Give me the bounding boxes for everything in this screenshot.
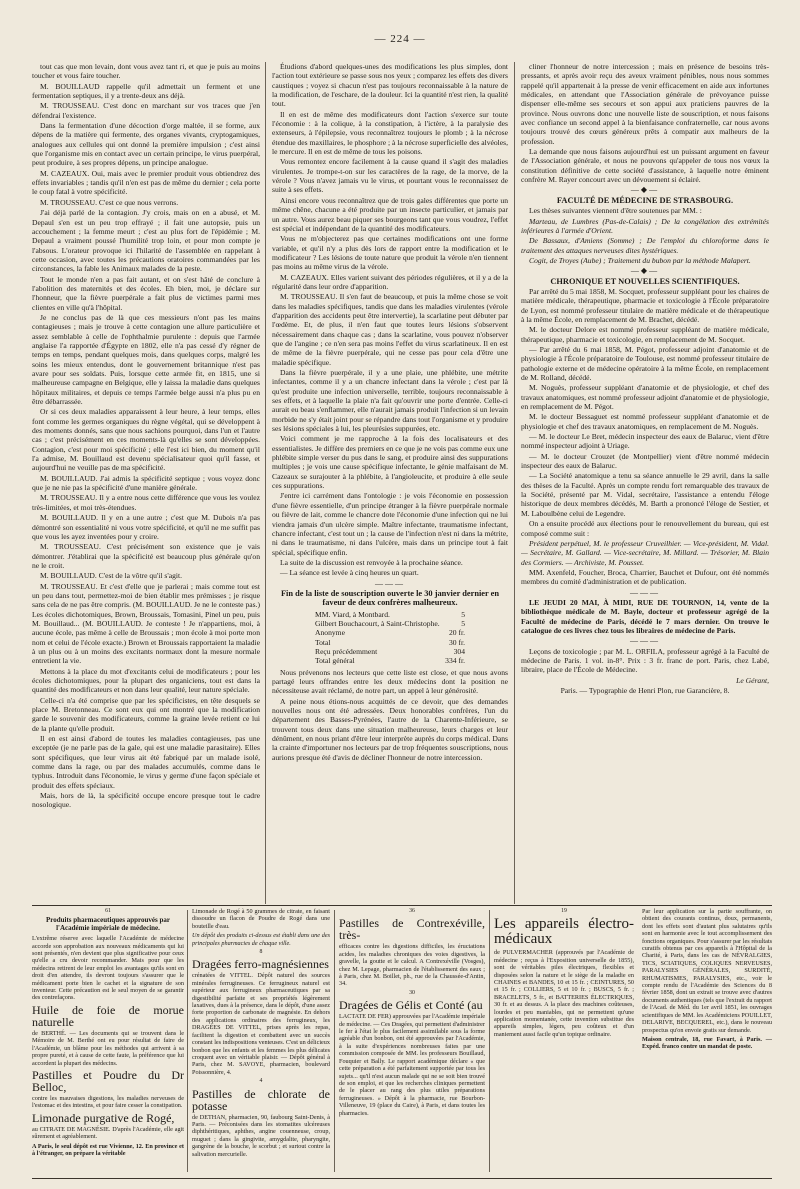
separator-ornament: —◆— bbox=[630, 185, 660, 195]
col1-para: Tout le monde n'en a pas fait autant, et on s'est hâté de conclure à l'abolition des maternités et des écoles. Eh bien, moi, je déclare sur l'honneur, que la fièvre puerpérale a fait plus de victimes parmi mes clientes en ville qu'à l'hôpital. bbox=[32, 274, 260, 312]
subscription-value: 304 bbox=[453, 646, 465, 656]
col1-para: J'ai déjà parlé de la contagion. J'y crois, mais on en a abusé, et M. Depaul s'en est un peu trop effrayé ; il fait une autopsie, puis un accouchement ; la femme meurt ; c'est au plus fort de l'épidémie ; M. Depaul a vraiment poussé l'humilité trop loin, et pour mon compte je l'absous. L'orateur provoque ici l'hilarité de l'assemblée en rappelant à cette occasion, avec toutes les précautions oratoires commandées par les circonstances, la fable les Animaux malades de la peste. bbox=[32, 208, 260, 274]
ad-number: 8 bbox=[259, 949, 263, 956]
col2-para: Voici comment je me rapproche à la fois des localisateurs et des essentialistes. Je diffère des premiers en ce que je ne vois pas comme eux une phlébite simple verser du pus dans le sang, et produire ainsi des suppurations multiples ; je vois une cause spécifique infectante, le génie malfaisant de M. Cazeaux se surajouter à la phlébite, à l'angioleucite, et produire à elle seule ces suppurations. bbox=[272, 434, 508, 491]
col3-para: Cogit, de Troyes (Aube) ; Traitement du bubon par la méthode Malapert. bbox=[529, 255, 751, 265]
ad-text: contre les mauvaises digestions, les maladies nerveuses de l'estomac et des intestins, et pour faire cesser la constipation. bbox=[32, 1094, 184, 1110]
col3-para: — La Société anatomique a tenu sa séance annuelle le 29 avril, dans la salle des thèses de la Faculté. Après un compte rendu fort remarquable des travaux de la Société, présenté par M. Vidal, secrétaire, l'assistance a entendu l'éloge historique de deux membres décédés, M. Barth a prononcé l'éloge de Sestier, et M. Laboulbène celui de Legendre. bbox=[521, 471, 769, 518]
col1-para: M. TROUSSEAU. Il y a entre nous cette différence que vous les voulez très-limitées, et moi très-étendues. bbox=[32, 493, 260, 512]
col1-para: M. TROUSSEAU. C'est donc en marchant sur vos traces que j'en défendrai l'existence. bbox=[32, 101, 260, 120]
ad-column-2 bbox=[192, 908, 330, 1176]
ad-rule bbox=[187, 910, 188, 1172]
col1-para: M. TROUSSEAU. C'est précisément son existence que je vais démontrer. J'établirai que la spécificité est beaucoup plus générale qu'on ne le croit. bbox=[32, 542, 260, 570]
separator-ornament: ——— bbox=[630, 636, 660, 646]
col3-para: — M. le docteur Crouzet (de Montpellier) vient d'être nommé médecin inspecteur des eaux de Balaruc. bbox=[521, 451, 769, 471]
ad-title: Les appareils électro-médicaux bbox=[494, 916, 634, 948]
ad-heading: Produits pharmaceutiques approuvés par l'Académie impériale de médecine. bbox=[45, 916, 170, 932]
subscription-label: Gilbert Bouchacourt, à Saint-Christophe. bbox=[315, 618, 440, 628]
subscription-row bbox=[315, 619, 465, 628]
ad-title: Limonade purgative de Rogé, bbox=[32, 1110, 175, 1125]
col3-para: La demande que nous faisons aujourd'hui est un puissant argument en faveur de l'Association générale, et nous ne pouvons qu'appeler de tous nos vœux la constitution définitive de cette société d'assistance, à laquelle notre éminent confrère M. Rayer concourt avec un dévouement si éclairé. bbox=[521, 147, 769, 185]
col1-para: M. TROUSSEAU. Et c'est d'elle que je parlerai ; mais comme tout est un peu dans tout, permettez-moi de bien établir mes prémisses ; je risque sans cela de ne pas être compris. (M. BOUILLAUD. Je ne le conteste pas.) Les écoles dichotomiques, Brown, Broussais, Tomasini, Pinel un peu, puis M. Bouillaud... (M. BOUILLAUD. Je conteste ! Je n'appartiens, moi, à aucune école, pas même à celle de Broussais ; mon école à moi porte mon nom et celui de l'école exacte.) Brown et Broussais rapportaient la maladie à un plus ou à un moins des excitants normaux dont la mesure normale entretient la vie. bbox=[32, 581, 260, 666]
ad-column-4 bbox=[494, 908, 634, 1176]
col2-para: Il en est de même des modificateurs dont l'action s'exerce sur toute l'économie : à la colique, à la constipation, à l'ictère, à la paralysie des extenseurs, à l'épilepsie, vous reconnaîtrez toujours le plomb ; à la nécrose étendue des maxillaires, le phosphore ; à la nécrose superficielle des alvéoles, le mercure. Il en est de même de tous les poisons. bbox=[272, 109, 508, 157]
subscription-value: 30 fr. bbox=[448, 637, 465, 647]
col3-para: M. le docteur Bessaguet est nommé professeur suppléant d'anatomie et de physiologie et chef des travaux anatomiques, en remplacement de M. Noguès. bbox=[521, 412, 769, 431]
subscription-value: 5 bbox=[461, 609, 465, 619]
col1-para: Mettons à la place du mot d'excitants celui de modificateurs ; pour les écoles dichotomiques, pour la plupart des organiciens, tout est dans la quantité des modificateurs et non dans leur qualité, leur nature spéciale. bbox=[32, 666, 260, 695]
ad-number: 61 bbox=[105, 908, 111, 914]
ad-number: 19 bbox=[561, 908, 567, 914]
col3-para: cliner l'honneur de notre intercession ; mais en présence de besoins très-pressants, et après avoir reçu des aveux vraiment pénibles, nous nous sommes rappelé qu'il appartenait à la presse de venir efficacement en aide aux infortunes médicales, en attendant que l'Association générale de prévoyance puisse dispenser elle-même ses secours et son appui aux praticiens pauvres de la province. Nous ouvrons donc une nouvelle liste de souscription, et nous faisons avec confiance un second appel à la bienfaisance confraternelle, car nous avons toujours trouvé des cœurs généreux prêts à compatir aux malheurs de la profession. bbox=[521, 62, 769, 146]
ad-title: Dragées de Gélis et Conté (au bbox=[339, 998, 483, 1013]
subscription-row bbox=[315, 647, 465, 656]
col1-para: Il en est ainsi d'abord de toutes les maladies contagieuses, pas une exceptée (je ne parle pas de la gale, qui est une maladie parasitaire). Elles sont spécifiques, que leur virus ait été fabriqué par un malade isolé, comme dans la rage, ou par des malades accumulés, comme dans le typhus. Introduit dans l'économie, le virus y germe d'une façon spéciale et produit des effets spéciaux. bbox=[32, 734, 260, 790]
col3-para: MM. Axenfeld, Foucher, Broca, Charrier, Bauchet et Dufour, ont été nommés membres du comité d'administration et de publication. bbox=[521, 567, 769, 587]
subscription-value: 20 fr. bbox=[448, 628, 465, 638]
col1-para: Mais, hors de là, la spécificité occupe encore presque tout le cadre nosologique. bbox=[32, 791, 260, 810]
subscription-value: 5 bbox=[461, 618, 465, 628]
gerant-signature: Le Gérant, bbox=[736, 675, 769, 685]
column-rule bbox=[514, 62, 515, 904]
col3-para: Les thèses suivantes viennent d'être soutenues par MM. : bbox=[529, 206, 702, 216]
col3-para: Par arrêté du 5 mai 1858, M. Socquet, professeur suppléant pour les chaires de matière médicale, thérapeutique, pharmacie et toxicologie à l'École préparatoire de Lyon, est nommé professeur titulaire de matière médicale et de thérapeutique à la même École, en remplacement de M. Brachet, décédé. bbox=[521, 286, 769, 324]
chronicle-heading: CHRONIQUE ET NOUVELLES SCIENTIFIQUES. bbox=[550, 276, 740, 286]
col2-para: La suite de la discussion est renvoyée à la prochaine séance. bbox=[280, 557, 463, 567]
ad-column-5 bbox=[642, 908, 772, 1176]
separator-ornament: ——— bbox=[375, 578, 405, 588]
col2-para: A peine nous étions-nous acquittés de ce devoir, que des demandes nouvelles nous ont été adressées. Deux honorables confrères, l'un du département des Basses-Pyrénées, l'autre de la Charente-Inférieure, se trouvent tous deux dans une situation malheureuse, leurs charges et leur dénûment, en nous priant d'être leur interprète auprès du corps médical. Dans la crainte d'importuner nos lecteurs par de trop fréquentes souscriptions, nous aurions presque été d'avis de décliner l'honneur de notre intercession. bbox=[272, 696, 508, 762]
col3-para: Président perpétuel, M. le professeur Cruveilhier. — Vice-président, M. Vidal. — Secrétaire, M. Gallard. — Vice-secrétaire, M. Millard. — Trésorier, M. Blain des Cormiers. — Archiviste, M. Pousset. bbox=[521, 538, 769, 567]
col1-para: M. CAZEAUX. Oui, mais avec le premier produit vous obtiendrez des effets invariables ; tandis qu'il n'en est pas de même du dernier ; cela porte le coup fatal à votre spécificité. bbox=[32, 168, 260, 197]
ad-number: 4 bbox=[259, 1078, 263, 1085]
subscription-value: 334 fr. bbox=[445, 656, 465, 666]
separator-ornament: ——— bbox=[630, 587, 660, 597]
ad-text: de DETHAN, pharmacien, 90, faubourg Saint-Denis, à Paris. — Préconisées dans les stomatites ulcéreuses diphthéritiques, aphthes, angine couenneuse, croup, muguet ; dans la gingivite, amygdalite, pharyngite, gangrène de la bouche, le scorbut ; et surtout contre la salivation mercurielle. bbox=[192, 1113, 330, 1158]
ad-text: Maison centrale, 18, rue Favart, à Paris. — Expéd. franco contre un mandat de poste. bbox=[642, 1035, 772, 1051]
ad-text: A Paris, le seul dépôt est rue Vivienne, 12. En province et à l'étranger, on prépare la véritable bbox=[32, 1142, 184, 1157]
column-1 bbox=[32, 62, 260, 904]
col1-para: M. BOUILLAUD rappelle qu'il admettait un ferment et une fermentation septiques, il y a trente-deux ans déjà. bbox=[32, 81, 260, 101]
subscription-label: Reçu précédemment bbox=[315, 646, 378, 656]
ad-title: Pastilles et Poudre du Dr Belloc, bbox=[32, 1067, 184, 1094]
subscription-row bbox=[315, 638, 465, 647]
ad-number: 30 bbox=[409, 989, 415, 996]
col2-para: Vous remontez encore facilement à la cause quand il s'agit des maladies virulentes. Je trompe-t-on sur les caractères de la rage, de la morve, de la vérole ? Vous n'avez jamais vu le virus, et pourtant vous le reconnaissez de suite à ses effets. bbox=[272, 157, 508, 195]
col2-para: Ainsi encore vous reconnaîtrez que de trois gales différentes que porte un même chêne, chacune a été produite par un insecte particulier, et jamais par un autre. Vous aurez beau piquer ses bourgeons tant que vous voudrez, l'effet est spécial et indépendant de la quantité des modificateurs. bbox=[272, 195, 508, 233]
col2-para: Dans la fièvre puerpérale, il y a une plaie, une phlébite, une métrite infectantes, comme il y a un chancre infectant dans la vérole ; c'est par là qu'est produite une infection universelle, terrible, toujours reconnaissable à ses effets, et à laquelle la plaie n'a fait qu'ouvrir une porte d'entrée. Celle-ci aurait eu beau s'enflammer, elle n'aurait jamais produit l'infection si un levain morbide ne s'y était joint pour se répandre dans tout l'organisme et y produire ses lésions spéciales à lui, les pleurésies suppurées, etc. bbox=[272, 368, 508, 434]
ad-title: Huile de foie de morue naturelle bbox=[32, 1002, 184, 1029]
col2-para: Vous ne m'objecterez pas que certaines modifications ont une forme variable, et qu'il n'y a plus dès lors de rapport entre la modification et le modificateur ? Les lésions de toute nature que produit la vérole n'en tiennent pas moins au même virus de la vérole. bbox=[272, 234, 508, 272]
ad-rule bbox=[489, 910, 490, 1172]
col1-para: Dans la fermentation d'une décoction d'orge maltée, il se forme, aux dépens de la matière qui fermente, des organes vivants, cryptogamiques, analogues aux cellules qui ont donné la première impulsion ; c'est ainsi que l'organisme mis en contact avec un certain principe, le virus puerpéral, peut produire, à ses propres dépens, un principe analogue. bbox=[32, 121, 260, 168]
page-folio: — 224 — bbox=[374, 33, 426, 45]
subscription-label: MM. Viard, à Montbard. bbox=[315, 609, 390, 619]
col2-para: Nous prévenons nos lecteurs que cette liste est close, et que nous avons partagé leurs offrandes entre les deux médecins dont la position ne nécessiteuse avait réclamé, de notre part, un appel à leur générosité. bbox=[272, 667, 508, 696]
subscription-label: Total général bbox=[315, 656, 355, 666]
subscription-row bbox=[315, 656, 465, 665]
col1-para: tout cas que mon levain, dont vous avez tant ri, et que je puis au moins toucher et vous faire toucher. bbox=[32, 62, 260, 81]
col1-para: M. TROUSSEAU. C'est ce que nous verrons. bbox=[40, 197, 179, 207]
ad-text: crénatées de VITTEL. Dépôt naturel des sources minérales ferrugineuses. Ce ferrugineux naturel est supérieur aux ferrugineux pharmaceutiques par sa digestibilité parfaite et ses propriétés légèrement laxatives, dues à la présence, dans le dépôt, d'une assez forte proportion de carbonate de magnésie. En dehors des applications ordinaires des ferrugineux, les DRAGÉES DE VITTEL, prises après les repas, facilitent la digestion et combattent avec un succès constant les indispositions venteuses. C'est un délicieux bonbon que les enfants et les femmes les plus délicates croquent avec un véritable plaisir. — Dépôt général à Paris, chez M. SAVOYE, pharmacien, boulevard Poissonnière, 4. bbox=[192, 972, 330, 1076]
lecons-notice: Leçons de toxicologie ; par M. L. ORFILA, professeur agrégé à la Faculté de médecine de Paris. 1 vol. in-8°. Prix : 3 fr. franc de port. Paris, chez Labé, libraire, place de l'École de Médecine. bbox=[521, 646, 769, 675]
col3-para: — M. le docteur Le Bret, médecin inspecteur des eaux de Balaruc, vient d'être nommé inspecteur adjoint à Uriage. bbox=[521, 432, 769, 451]
col2-para: Étudions d'abord quelques-unes des modifications les plus simples, dont l'action tout extérieure se passe sous nos yeux ; comparez les effets des divers caustiques ; voyez si chacun n'est pas toujours reconnaissable à la nature de la modification, de l'eschare, de la douleur. Ici la quantité n'est rien, la qualité tout. bbox=[272, 62, 508, 109]
col1-para: Or si ces deux maladies apparaissent à leur heure, à leur temps, elles font comme les germes organiques du règne végétal, qui se développent à des moments donnés, sans que nous sachions pourquoi, dans l'un et l'autre cas ; c'est précisément en ces moments-là qu'elles se sont développées. Contagion, c'est pour moi spécificité ; elle l'est ici bien, du moment qu'il l'a admise, M. Bouillaud est devenu spécialisateur quoi qu'il fasse, et aujourd'hui ne veuille pas de ma spécificité. bbox=[32, 407, 260, 473]
col3-para: Marteau, de Lumbres (Pas-de-Calais) ; De la congélation des extrémités inférieures à l'armée d'Orient. bbox=[521, 216, 769, 235]
col2-para: — La séance est levée à cinq heures un quart. bbox=[280, 568, 419, 578]
ad-text: Par leur application sur la partie souffrante, on obtient des courants continus, doux, permanents, dont les effets sont d'autant plus salutaires qu'ils sont en harmonie avec le tout accomplissement des fonctions organiques. Pour s'assurer par les résultats curatifs obtenus par ces appareils à l'Hôpital de la Charité, à Paris, dans les cas de NÉVRALGIES, TICS, SCIATIQUES, COLIQUES NERVEUSES, PARALYSIES GÉNÉRALES, SURDITÉ, RHUMATISMES, PARALYSIES, etc., voir le compte rendu de l'Académie des Sciences du 8 février 1858, dont un extrait se trouve avec d'autres documents authentiques (tels que l'extrait du rapport de l'Acad. de Méd. du 1er avril 1851, les ouvrages scientifiques de MM. les Académiciens POUILLET, DELARIVE, BECQUEREL, etc.), dans le nouveau prospectus qu'on envoie gratis sur demande. bbox=[642, 908, 772, 1034]
ad-title: Dragées ferro-magnésiennes bbox=[192, 957, 329, 972]
ad-title: Pastilles de Contrexéville, très- bbox=[339, 916, 485, 943]
col3-para: M. le docteur Delore est nommé professeur suppléant de matière médicale, thérapeutique, pharmacie et toxicologie, en remplacement de M. Socquet. bbox=[521, 325, 769, 344]
ad-text: de PULVERMACHER (approuvés par l'Académie de médecine ; reçus à l'Exposition universelle de 1855), sont de véritables piles électriques, flexibles et disposées selon la nature et le siège de la maladie en CHAINES et BANDES, 10 et 15 fr. ; CEINTURES, 50 et 15 fr. ; COLLIERS, 5 et 10 fr. ; BUSCS, 5 fr. ; BRACELETS, 5 fr., et BATTERIES ÉLECTRIQUES, 30 fr. et au dessus. A la place des machines coûteuses, lourdes et peu maniables, qui ne permettent qu'une application momentanée, cette invention substitue des appareils simples, légers, peu coûteux et d'un maniement aussi facile qu'un topique ordinaire. bbox=[494, 949, 634, 1038]
col1-para: M. BOUILLAUD. Il y en a une autre ; c'est que M. Dubois n'a pas démontré son essentialité ni vous votre spécificité, et qu'il ne me suffit pas que vous les ayez inventées pour y croire. bbox=[32, 513, 260, 541]
ad-text: LACTATE DE FER) approuvées par l'Académie impériale de médecine. — Ces Dragées, qui permettent d'administrer le fer à l'état le plus facilement assimilable sous la forme agréable d'un bonbon, ont été approuvées par l'Académie, à la suite d'expériences nombreuses faites par une commission composée de MM. les professeurs Bouillaud, Fouquier et Bally. Le rapport académique déclare « que cette préparation a été parfaitement supportée par tous les sujets... qu'il n'est aucun malade qui ne se soit bien trouvé de son emploi, et que les recherches cliniques permettent de le placer au rang des plus utiles préparations ferrugineuses. » Dépôt à la pharmacie, rue Bourbon-Villeneuve, 19 (place du Caire), à Paris, et dans toutes les pharmacies. bbox=[339, 1013, 485, 1117]
imprint-line: Paris. — Typographie de Henri Plon, rue Garancière, 8. bbox=[560, 686, 730, 695]
col3-para: M. Noguès, professeur suppléant d'anatomie et de physiologie, et chef des travaux anatomiques, est nommé professeur adjoint d'anatomie et de physiologie, en remplacement de M. Pégot. bbox=[521, 383, 769, 412]
sale-announcement: LE JEUDI 20 MAI, À MIDI, RUE DE TOURNON, 14, vente de la bibliothèque médicale de M. Bayle, docteur et professeur agrégé de la Faculté de médecine de Paris, décédé le 7 mars dernier. On trouve le catalogue de ces livres chez tous les libraires de médecine de Paris. bbox=[521, 597, 769, 635]
subscription-row bbox=[315, 610, 465, 619]
col1-para: Celle-ci n'a été comprise que par les spécificistes, en tête desquels se place M. Bretonneau. Ce sont eux qui ont montré que la modification garde le souvenir des modificateurs, comme la graine levée retient ce lui de la plante qu'elle produit. bbox=[32, 695, 260, 733]
ad-title: Pastilles de chlorate de potasse bbox=[192, 1086, 330, 1113]
ad-column-1 bbox=[32, 908, 184, 1176]
col2-para: M. CAZEAUX. Elles varient suivant des périodes régulières, et il y a de la régularité dans leur ordre d'apparition. bbox=[272, 272, 508, 291]
ad-rule bbox=[334, 910, 335, 1172]
col1-para: M. BOUILLAUD. C'est de la vôtre qu'il s'agit. bbox=[40, 571, 183, 581]
ad-text: Limonade de Rogé à 50 grammes de citrate, en faisant dissoudre un flacon de Poudre de Rogé dans une bouteille d'eau. bbox=[192, 908, 330, 930]
col2-para: M. TROUSSEAU. Il s'en faut de beaucoup, et puis la même chose se voit dans les maladies spécifiques, tandis que dans les maladies virulentes (vérole d'apparition des accidents peut être intervertie), la scarlatine peut débuter par l'œdème. Et, de plus, il n'en faut que toutes leurs lésions s'observent nécessairement dans chaque cas ; dans la scarlatine, vous pouvez n'observer que de l'angine ; ce n'en sera pas moins l'effet du virus scarlatineux. Il en est de même de la fièvre puerpérale, qui ne cesse pas pour cela d'être une maladie spécifique. bbox=[272, 292, 508, 367]
ads-top-rule bbox=[32, 905, 772, 906]
ad-text: efficaces contre les digestions difficiles, les éructations acides, les maladies chroniques des voies digestives, la gravelle, la goutte et le calcul. A Contrexéville (Vosges), chez M. Lepage, pharmacien de l'établissement des eaux ; à Paris, chez M. Boillet, ph., rue de la Chaussée-d'Antin, 34. bbox=[339, 943, 485, 988]
column-3 bbox=[521, 62, 769, 904]
subscription-label: Total bbox=[315, 637, 331, 647]
col2-para: J'entre ici carrément dans l'ontologie : je vois l'économie en possession d'une fièvre essentielle, d'un principe étranger à la fièvre puerpérale normale ou fièvre de lait, comme le chancre dote l'économie d'une infection qui ne lui viendra jamais d'un ulcère simple. Maître infectante, traumatisme infectant, chancre infectant, c'est tout un ; la cause de l'infection n'est ni dans la métrite, ni dans le traumatisme, ni dans l'ulcère, mais dans un principe tout à fait spécial, spécifique enfin. bbox=[272, 491, 508, 557]
ad-text: au CITRATE DE MAGNÉSIE. D'après l'Académie, elle agit sûrement et agréablement. bbox=[32, 1125, 184, 1141]
column-rule bbox=[265, 62, 266, 904]
ad-text: Un dépôt des produits ci-dessus est établi dans une des principales pharmacies de chaque ville. bbox=[192, 932, 330, 947]
subscription-title: Fin de la liste de souscription ouverte le 30 janvier dernier en faveur de deux confrères malheureux. bbox=[280, 588, 500, 608]
col1-para: Je ne conclus pas de là que ces messieurs n'ont pas les mains contagieuses ; mais je trouve à cette contagion une allure particulière et assez semblable à celle de l'ophthalmie purulente : depuis que l'armée anglaise l'a rapportée d'Égypte en 1802, elle n'a pas cessé d'y régner de temps en temps, pendant quelques mois, dans quelques corps, malgré les soins les mieux entendus, dont le gouvernement britannique n'est pas avare pour ses soldats. Puis, lorsque cette armée fit, en 1815, une si malheureuse campagne en Belgique, elle y laissa la maladie dans quelques hôpitaux militaires, et depuis ce temps l'armée belge aussi n'a plus pu en être débarrassée. bbox=[32, 312, 260, 407]
col3-para: On a ensuite procédé aux élections pour le renouvellement du bureau, qui est composé comme suit : bbox=[521, 519, 769, 538]
separator-ornament: —◆— bbox=[630, 266, 660, 276]
col1-para: M. BOUILLAUD. J'ai admis la spécificité septique ; vous voyez donc que je ne nie pas la spécificité d'une manière générale. bbox=[32, 473, 260, 493]
subscription-table bbox=[315, 610, 465, 666]
ad-text: de BERTHÉ. — Les documents qui se trouvent dans le Mémoire de M. Berthé ont eu pour résultat de faire de l'Académie, un blâme pour les méthodes qui arrivent à sa propre pureté, et à cause de cette faute, la préférence que lui accordent la plupart des médecins. bbox=[32, 1029, 184, 1067]
ads-bottom-rule bbox=[32, 1178, 772, 1179]
subscription-label: Anonyme bbox=[315, 628, 345, 638]
ad-text: L'extrême réserve avec laquelle l'Académie de médecine accorde son approbation aux nouveaux médicaments qui lui sont présentés, n'en devient que plus significative pour ceux qu'elle a cru devoir recommander. Mais pour que les médecins retirent de leur emploi les avantages qu'ils sont en droit d'en attendre, ils devront toujours s'assurer que le médicament porte bien le cachet et la signature de son inventeur. Cette précaution est le seul moyen de se garantir des contrefaçons. bbox=[32, 935, 184, 1002]
ad-column-3 bbox=[339, 908, 485, 1176]
ad-number: 36 bbox=[409, 908, 415, 914]
col3-para: De Bassaux, d'Amiens (Somme) ; De l'emploi du chloroforme dans le traitement des attaques nerveuses dites hystériques. bbox=[521, 236, 769, 255]
faculty-heading: FACULTÉ DE MÉDECINE DE STRASBOURG. bbox=[556, 195, 734, 205]
col3-para: — Par arrêté du 6 mai 1858, M. Pégot, professeur adjoint d'anatomie et de physiologie à l'École préparatoire de Toulouse, est nommé professeur titulaire de pathologie externe et de médecine opératoire à la même École, en remplacement de M. Rolland, décédé. bbox=[521, 344, 769, 382]
subscription-row bbox=[315, 628, 465, 637]
column-2 bbox=[272, 62, 508, 904]
